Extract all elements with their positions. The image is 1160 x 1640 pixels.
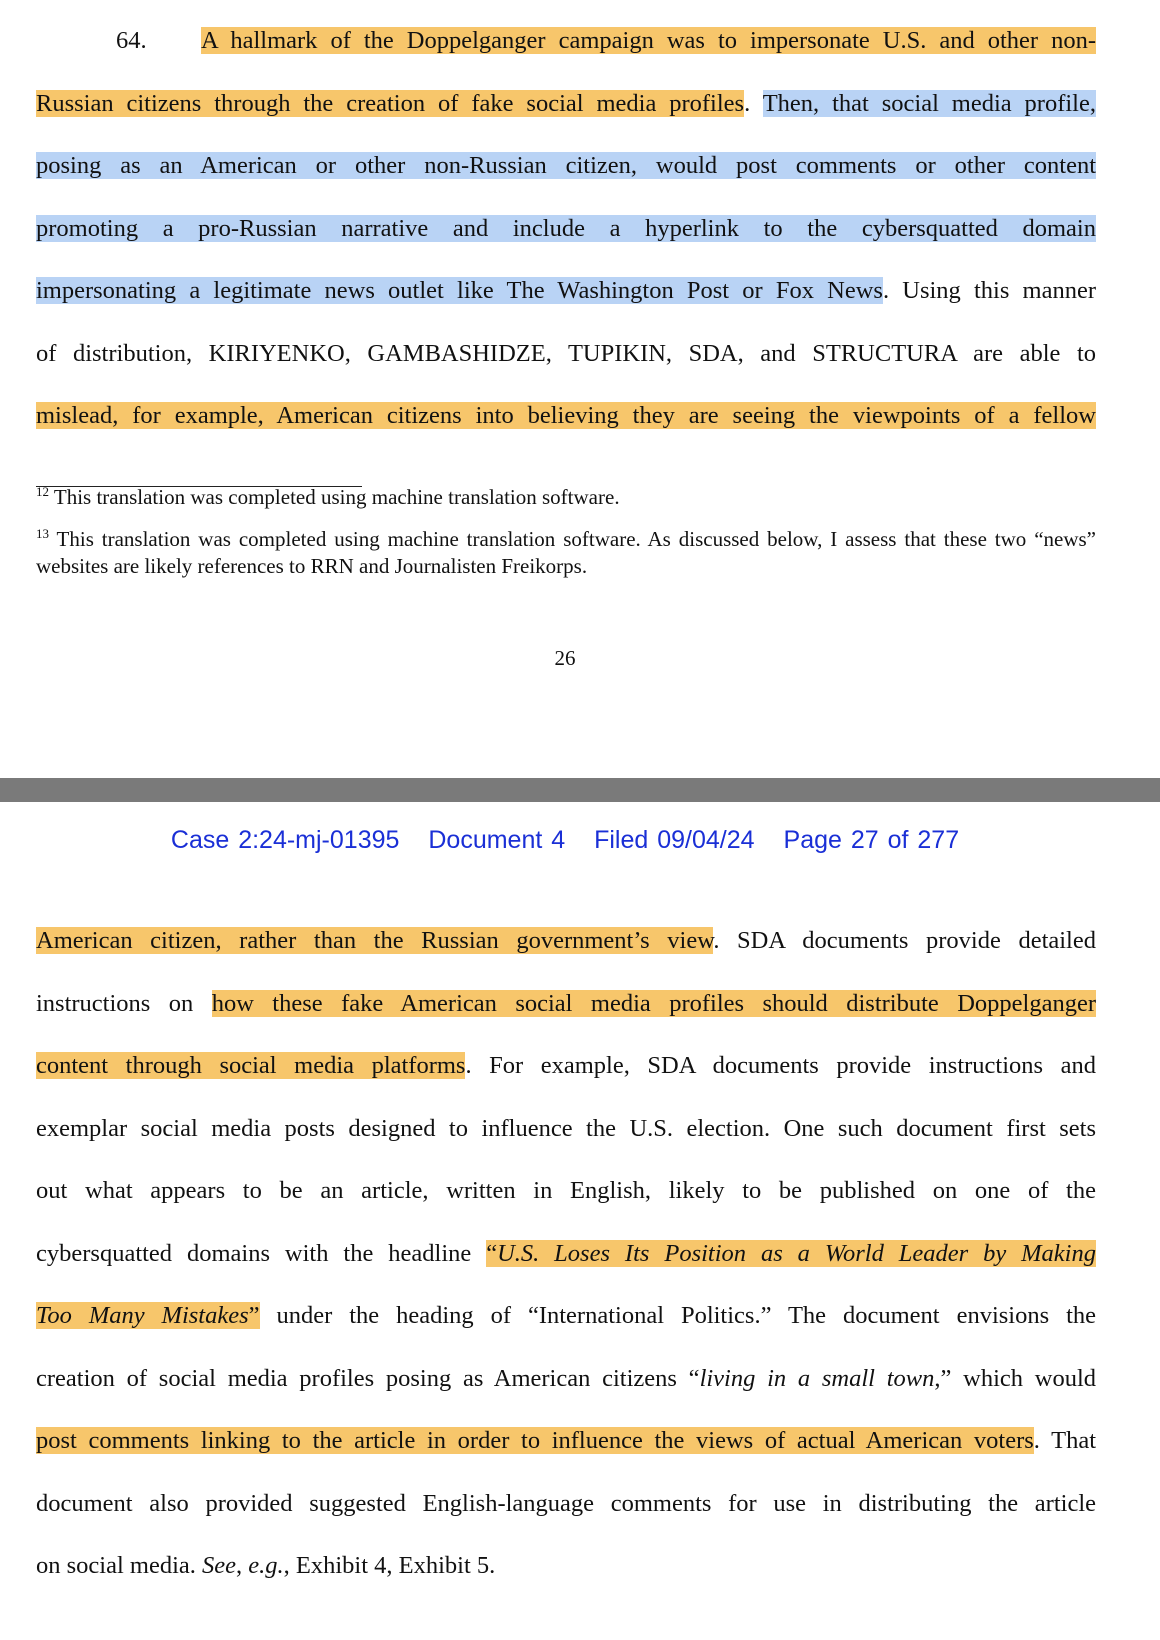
highlighted-text: U.S. Loses Its Position as a World Leader by Making <box>497 1239 1096 1267</box>
text-line <box>36 1035 1096 1098</box>
text-line <box>36 1098 1096 1161</box>
highlighted-text: how these fake American social media profiles should distribute Doppelganger <box>211 989 1096 1017</box>
text-line <box>36 135 1096 198</box>
page-separator <box>0 778 1160 802</box>
text-segment: . For example, SDA documents provide instructions and <box>465 1052 1096 1079</box>
text-segment: . That <box>1033 1427 1096 1454</box>
text-line <box>36 1348 1096 1411</box>
text-line <box>36 198 1096 261</box>
highlighted-text: “ <box>486 1239 498 1267</box>
text-segment: ,” which would <box>934 1364 1096 1392</box>
text-segment: exemplar social media posts designed to influence the U.S. election. One such document first sets <box>36 1114 1096 1142</box>
text-segment: . <box>744 89 763 117</box>
page-26 <box>0 0 1160 780</box>
footnote-13-number: 13 <box>36 526 49 541</box>
highlighted-text: Too Many Mistakes <box>36 1302 249 1329</box>
footnote-13-text: This translation was completed using machine translation software. As discussed below, I assess that these two “news” websites are likely references to RRN and Journalisten Freikorps. <box>36 527 1096 578</box>
text-segment: living in a small town <box>699 1364 935 1392</box>
text-line <box>36 385 1096 448</box>
highlighted-text: post comments linking to the article in order to influence the views of actual American voters <box>36 1427 1034 1454</box>
footnote-12-text: This translation was completed using machine translation software. <box>53 485 620 509</box>
paragraph-number: 64. <box>116 27 147 54</box>
text-line <box>36 973 1096 1036</box>
text-line <box>36 910 1096 973</box>
footnote-12 <box>36 478 1096 511</box>
text-line <box>36 323 1096 386</box>
highlighted-text: mislead, for example, American citizens into believing they are seeing the viewpoints of a fellow <box>36 402 1096 429</box>
text-line <box>36 1223 1096 1286</box>
page-count: Page 27 of 277 <box>783 826 960 854</box>
highlighted-text: A hallmark of the Doppelganger campaign was to impersonate U.S. and other non- <box>201 27 1096 54</box>
text-line <box>36 260 1096 323</box>
text-line <box>36 1473 1096 1536</box>
text-segment: document also provided suggested English-language comments for use in distributing the article <box>36 1489 1096 1517</box>
text-segment: See <box>202 1552 237 1579</box>
text-segment: creation of social media profiles posing as American citizens “ <box>36 1364 700 1392</box>
highlighted-text: Russian citizens through the creation of fake social media profiles <box>36 89 745 117</box>
highlighted-text: posing as an American or other non-Russian citizen, would post comments or other content <box>36 152 1096 179</box>
text-segment: . Using this manner <box>882 277 1096 304</box>
highlighted-text: promoting a pro-Russian narrative and include a hyperlink to the cybersquatted domain <box>36 214 1096 242</box>
text-segment: instructions on <box>36 989 212 1017</box>
highlighted-text: ” <box>248 1302 260 1329</box>
highlighted-text: Then, that social media profile, <box>762 89 1096 117</box>
text-line <box>36 73 1096 136</box>
text-line <box>36 10 1096 73</box>
text-line <box>36 1160 1096 1223</box>
paragraph-64-continued <box>36 910 1096 1598</box>
footnote-13 <box>36 520 1096 580</box>
document-number: Document 4 <box>428 826 566 854</box>
text-segment: cybersquatted domains with the headline <box>36 1239 487 1267</box>
highlighted-text: impersonating a legitimate news outlet like The Washington Post or Fox News <box>36 277 883 304</box>
text-line <box>36 1285 1096 1348</box>
highlighted-text: American citizen, rather than the Russian government’s view <box>36 927 714 954</box>
page-number: 26 <box>554 646 576 670</box>
filed-date: Filed 09/04/24 <box>594 826 755 854</box>
text-segment: , Exhibit 4, Exhibit 5. <box>283 1552 496 1579</box>
text-segment: out what appears to be an article, written in English, likely to be published on one of the <box>36 1177 1096 1204</box>
text-segment: , <box>236 1552 249 1579</box>
text-line <box>36 1535 1096 1598</box>
text-segment: on social media. <box>36 1552 203 1579</box>
case-number: Case 2:24-mj-01395 <box>170 826 400 854</box>
text-line <box>36 1410 1096 1473</box>
text-segment: under the heading of “International Politics.” The document envisions the <box>259 1302 1096 1329</box>
case-header <box>0 826 1130 855</box>
text-segment: . SDA documents provide detailed <box>713 927 1096 954</box>
footnote-12-number: 12 <box>36 484 49 499</box>
text-segment: of distribution, KIRIYENKO, GAMBASHIDZE, TUPIKIN, SDA, and STRUCTURA are able to <box>36 339 1096 367</box>
highlighted-text: content through social media platforms <box>36 1052 466 1079</box>
text-segment: e.g. <box>248 1552 284 1579</box>
paragraph-64-top <box>36 10 1096 448</box>
